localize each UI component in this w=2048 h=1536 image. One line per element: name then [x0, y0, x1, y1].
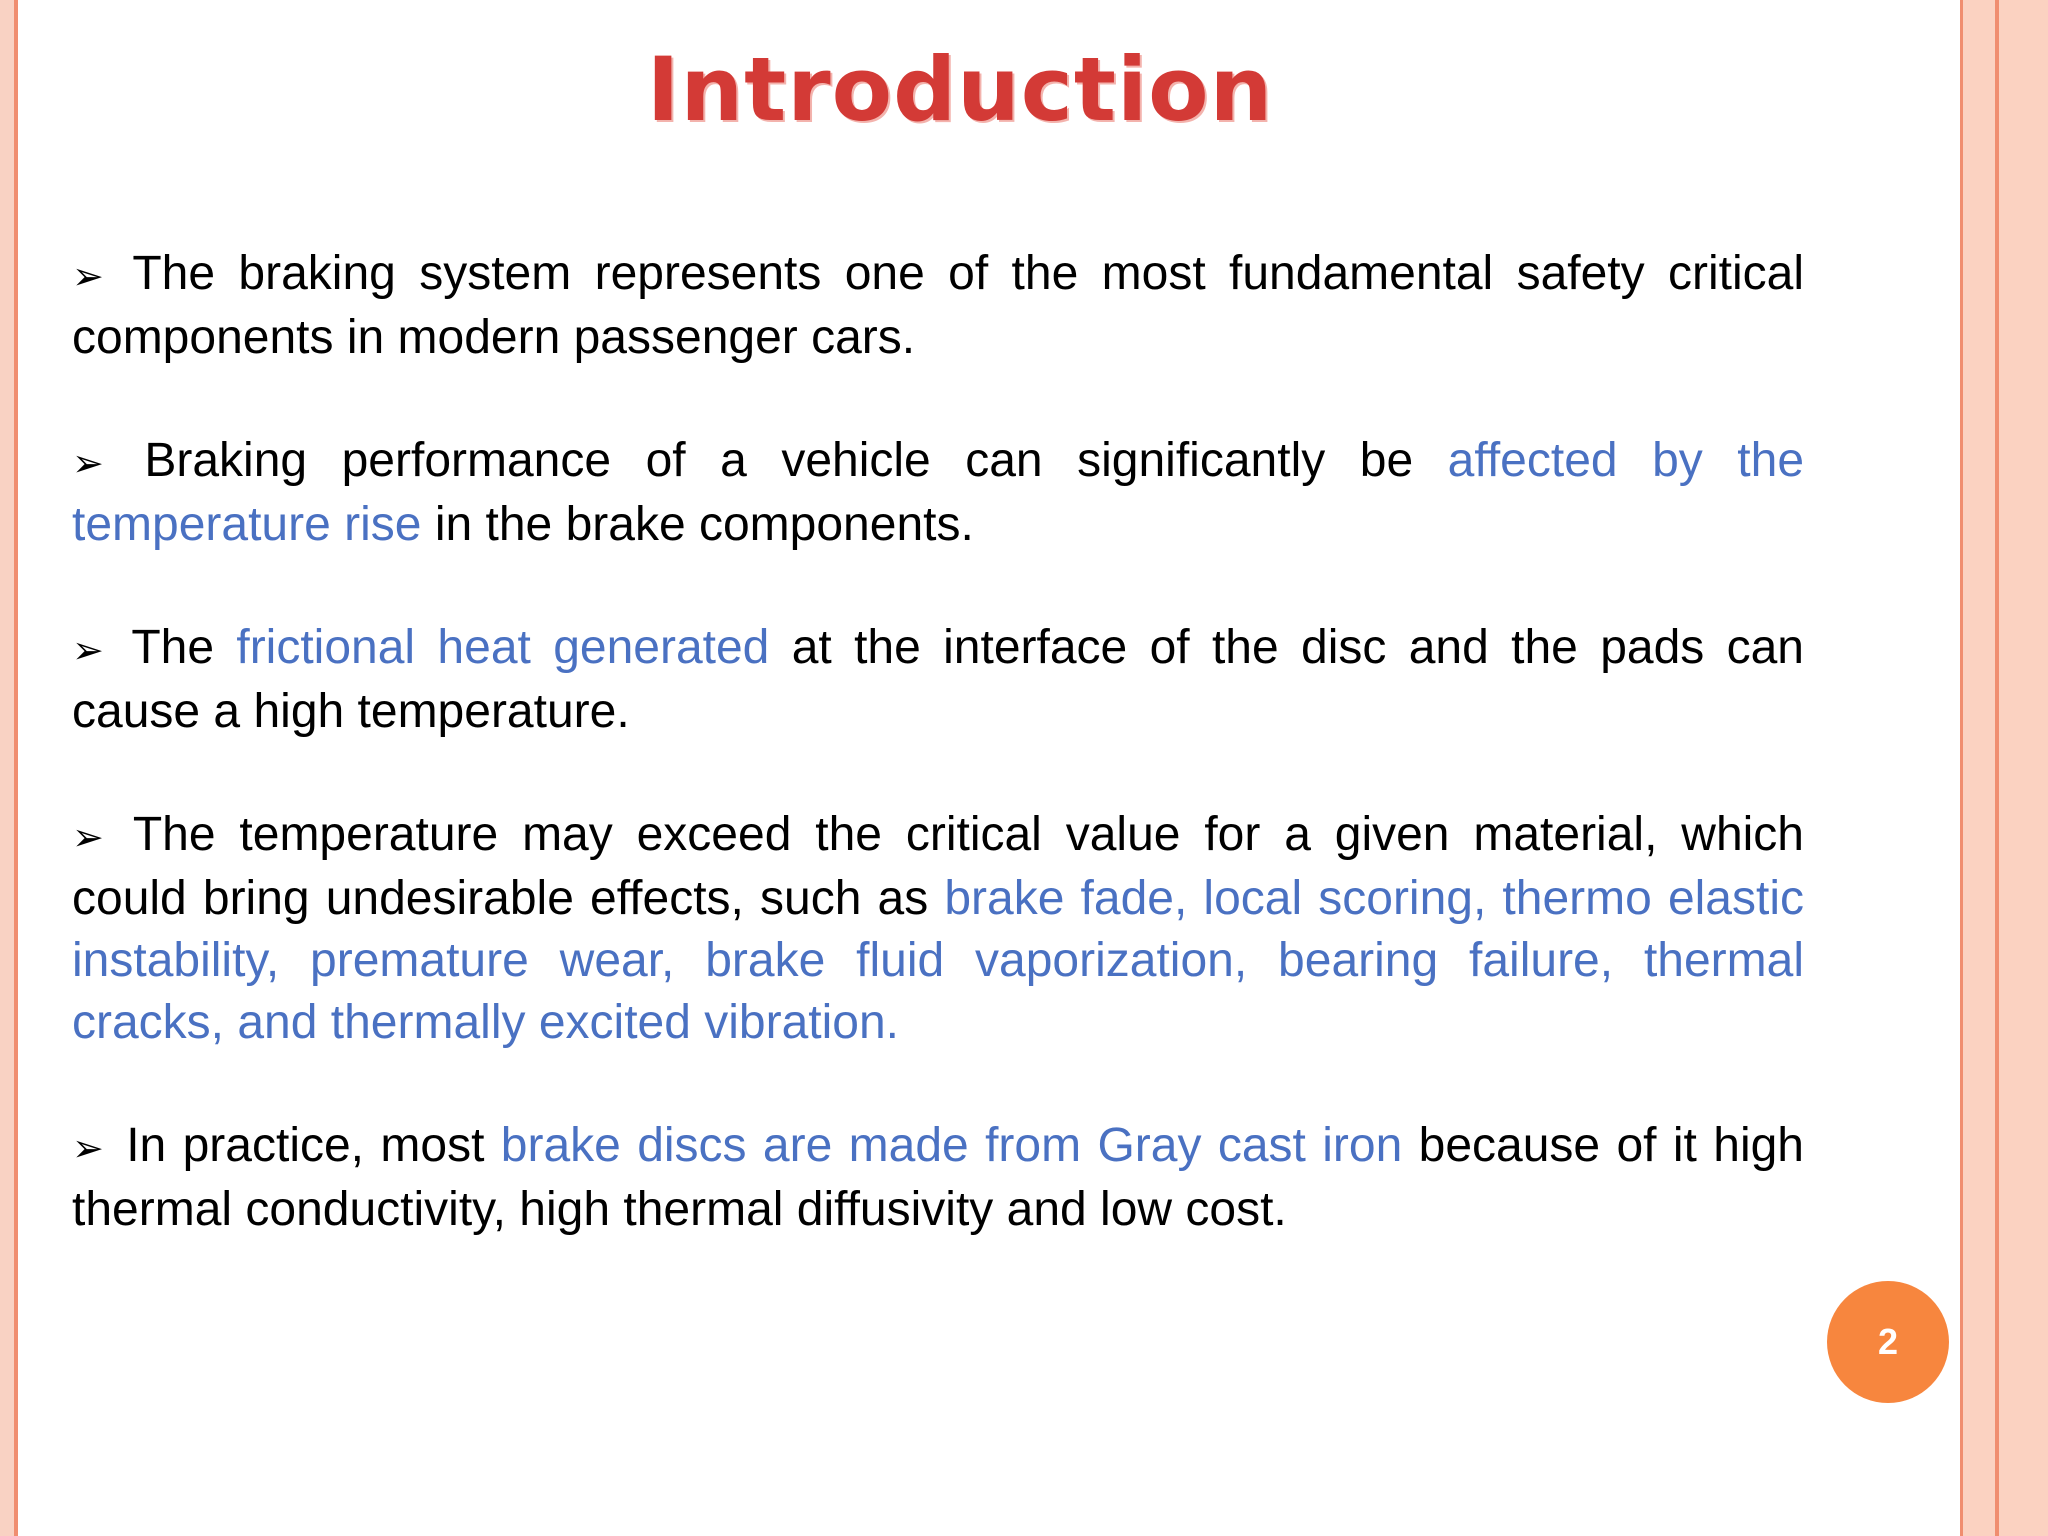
bullet-text: at the interface of the disc and the pads can cause a high temperature. [72, 621, 1804, 738]
slide-title: Introduction [646, 38, 1274, 141]
bullet-highlight: affected by the temperature rise [72, 434, 1805, 551]
bullet-text: In practice, most [126, 1119, 501, 1172]
left-border-band [0, 0, 14, 1536]
left-border-line [14, 0, 18, 1536]
bullet-highlight: brake discs are made from Gray cast iron [500, 1119, 1403, 1172]
arrowhead-bullet-icon: ➢ [72, 254, 104, 298]
bullet-text: The [131, 621, 237, 674]
arrowhead-bullet-icon: ➢ [72, 815, 104, 859]
arrowhead-bullet-icon: ➢ [72, 441, 104, 485]
bullet-text: because of it high thermal conductivity, high thermal diffusivity and low cost. [72, 1119, 1804, 1236]
right-border-band [1963, 0, 1995, 1536]
bullet-item-2 [72, 430, 1804, 556]
bullet-item-5 [72, 1115, 1804, 1241]
bullet-text: in the brake components. [421, 498, 974, 551]
bullet-list [72, 243, 1804, 1302]
right-border-outer [1999, 0, 2048, 1536]
arrowhead-bullet-icon: ➢ [72, 1126, 104, 1170]
bullet-text: The temperature may exceed the critical value for a given material, which could bring undesirable effects, such as [72, 808, 1804, 925]
arrowhead-bullet-icon: ➢ [72, 628, 104, 672]
bullet-item-4 [72, 804, 1804, 1054]
bullet-text: The braking system represents one of the most fundamental safety critical components in modern passenger cars. [72, 247, 1804, 364]
bullet-item-1 [72, 243, 1804, 369]
bullet-text: Braking performance of a vehicle can significantly be [144, 434, 1448, 487]
page-number-badge: 2 [1827, 1281, 1949, 1403]
bullet-highlight: brake fade, local scoring, thermo elastic instability, premature wear, brake fluid vaporization, bearing failure, thermal cracks, and thermally excited vibration. [72, 872, 1804, 1049]
bullet-highlight: frictional heat generated [236, 621, 770, 674]
bullet-item-3 [72, 617, 1804, 743]
